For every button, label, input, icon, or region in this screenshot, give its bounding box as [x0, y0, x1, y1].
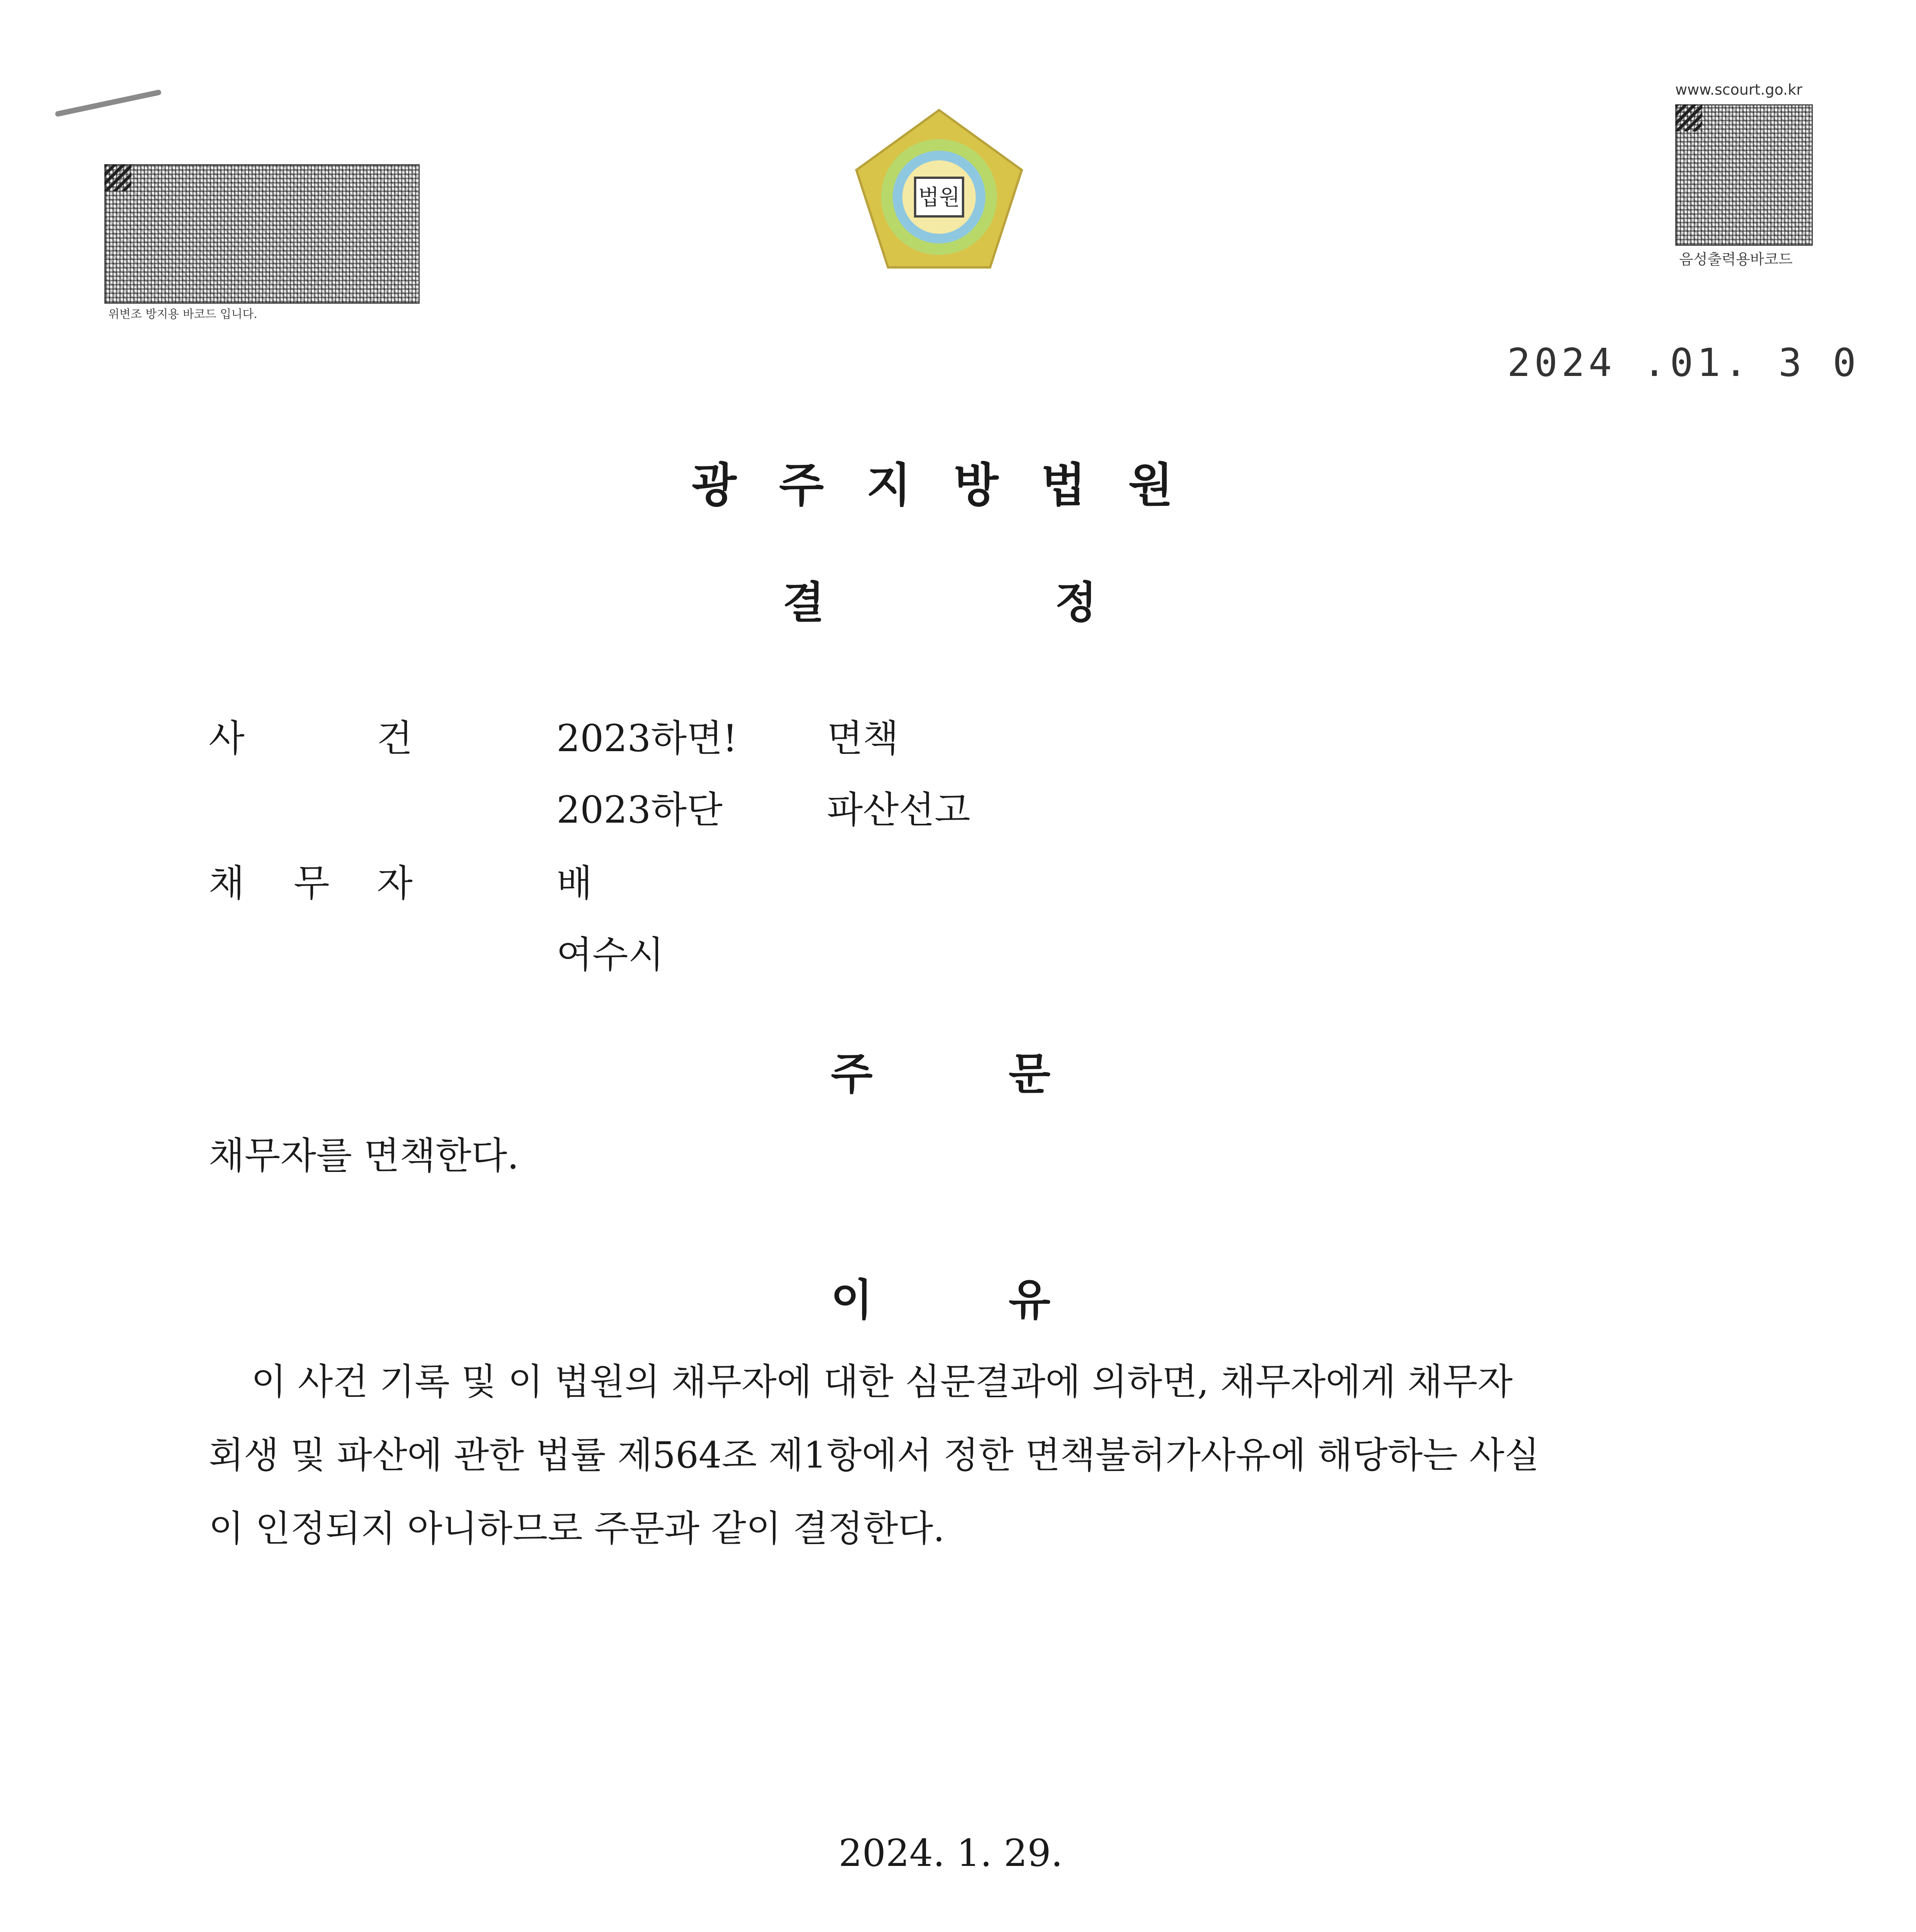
voice-barcode-caption: 음성출력용바코드: [1679, 251, 1793, 268]
barcode-caption: 위변조 방지용 바코드 입니다.: [108, 308, 257, 321]
reason-line-3: 이 인정되지 아니하므로 주문과 같이 결정한다.: [209, 1508, 945, 1550]
reason-title: 이 유: [831, 1275, 1051, 1325]
decision-date: 2024. 1. 29.: [839, 1832, 1063, 1875]
case-type-2: 파산선고: [827, 788, 970, 832]
debtor-name: 배: [556, 862, 592, 905]
document-title: [0, 568, 1916, 628]
order-text: 채무자를 면책한다.: [209, 1134, 519, 1177]
reason-line-1: 이 사건 기록 및 이 법원의 채무자에 대한 심문결과에 의하면, 채무자에게 채무자: [251, 1361, 1513, 1403]
seal-text: 법원: [918, 185, 960, 210]
case-number-1: 2023하면!: [556, 717, 738, 760]
barcode-corner-mark: [104, 164, 131, 191]
debtor-label: 채 무 자: [209, 862, 413, 905]
voice-output-barcode: [1675, 104, 1813, 246]
staple-mark: [55, 89, 162, 117]
received-stamp-date: 2024 .01. 3 0: [1507, 340, 1860, 385]
doc-title-right: 정: [1055, 578, 1097, 628]
order-title: 주 문: [831, 1049, 1051, 1099]
court-seal-icon: [850, 108, 1028, 286]
case-label: 사 건: [209, 717, 413, 760]
anti-forgery-barcode: [104, 164, 420, 304]
reason-line-2: 회생 및 파산에 관한 법률 제564조 제1항에서 정한 면책불허가사유에 해당하는 사실: [209, 1434, 1540, 1476]
case-type-1: 면책: [827, 717, 899, 760]
doc-title-left: 결: [783, 578, 825, 628]
site-url: www.scourt.go.kr: [1675, 81, 1802, 98]
court-name: 광주지방법원: [692, 459, 1216, 512]
case-number-2: 2023하단: [556, 788, 723, 832]
debtor-address: 여수시: [556, 933, 664, 976]
barcode-corner-mark: [1675, 104, 1702, 131]
